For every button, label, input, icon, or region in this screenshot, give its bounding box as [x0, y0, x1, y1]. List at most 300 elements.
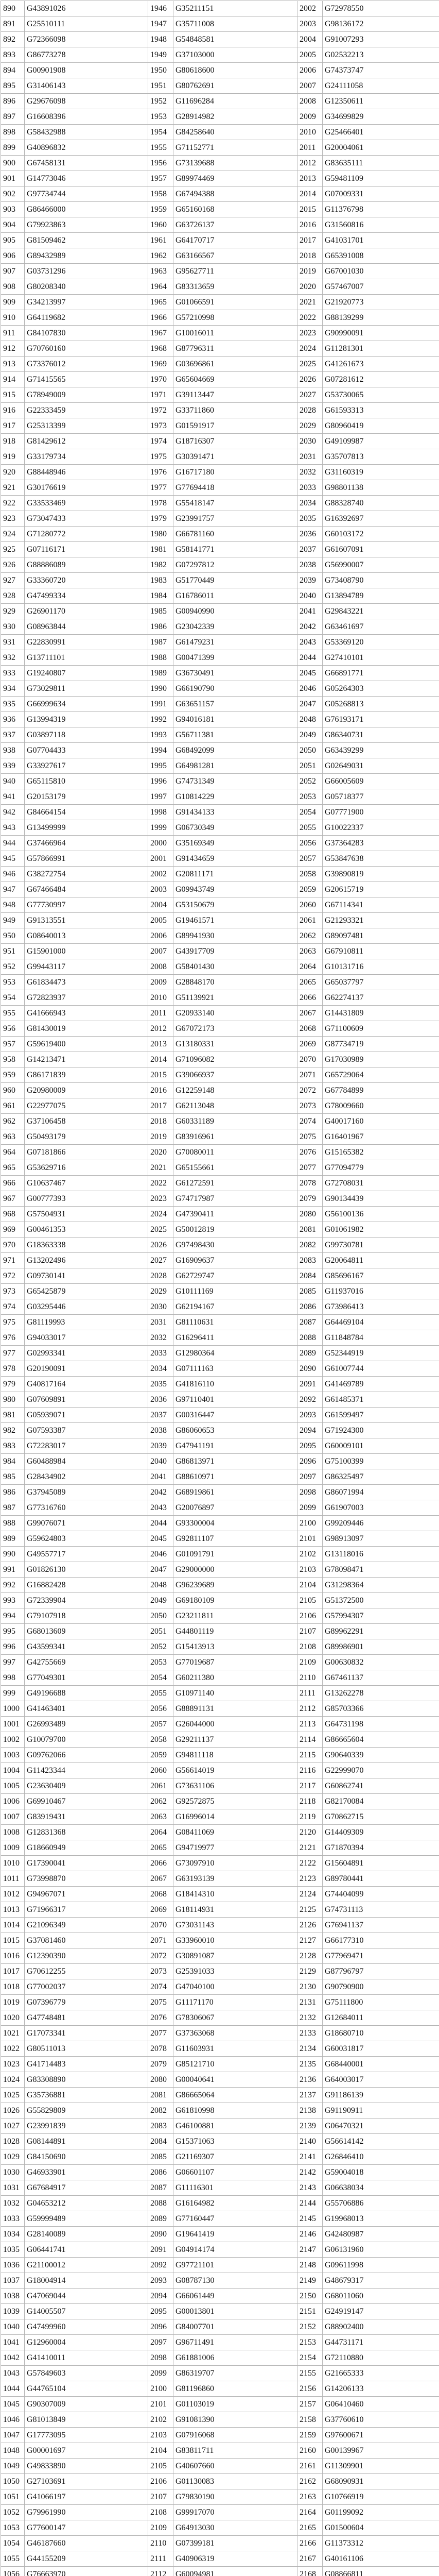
certificate-number-cell: G15413913: [173, 1639, 297, 1655]
serial-number-cell: 1964: [148, 279, 173, 295]
serial-number-cell: 2074: [148, 1979, 173, 1995]
serial-number-cell: 926: [1, 557, 25, 573]
certificate-number-cell: G16882428: [25, 1578, 148, 1593]
certificate-number-cell: G01103019: [173, 2397, 297, 2412]
certificate-number-cell: G17390041: [25, 1856, 148, 1871]
certificate-number-cell: G92572875: [173, 1794, 297, 1809]
certificate-number-cell: G41066197: [25, 2489, 148, 2505]
serial-number-cell: 2115: [297, 1748, 323, 1763]
serial-number-cell: 2018: [148, 1114, 173, 1129]
certificate-number-cell: G31160319: [323, 465, 439, 480]
serial-number-cell: 2068: [297, 1021, 323, 1037]
serial-number-cell: 2090: [148, 2227, 173, 2242]
serial-number-cell: 2007: [148, 944, 173, 959]
serial-number-cell: 965: [1, 1160, 25, 1176]
certificate-number-cell: G50012819: [173, 1222, 297, 1238]
serial-number-cell: 2080: [148, 2072, 173, 2088]
serial-number-cell: 1053: [1, 2520, 25, 2536]
serial-number-cell: 1036: [1, 2258, 25, 2273]
serial-number-cell: 1949: [148, 47, 173, 63]
serial-number-cell: 914: [1, 372, 25, 387]
serial-number-cell: 2022: [148, 1176, 173, 1191]
table-row: [1, 882, 439, 897]
certificate-number-cell: G77730997: [25, 897, 148, 913]
table-row: [1, 2536, 439, 2551]
table-row: [1, 326, 439, 341]
certificate-number-cell: G33179734: [25, 449, 148, 465]
serial-number-cell: 987: [1, 1500, 25, 1516]
certificate-number-cell: G84007701: [173, 2319, 297, 2335]
table-row: [1, 2350, 439, 2366]
serial-number-cell: 2122: [297, 1856, 323, 1871]
serial-number-cell: 2066: [297, 990, 323, 1006]
certificate-number-cell: G86466000: [25, 202, 148, 217]
certificate-number-cell: G08866811: [323, 2567, 439, 2576]
certificate-number-cell: G65425879: [25, 1284, 148, 1299]
serial-number-cell: 1951: [148, 78, 173, 94]
certificate-number-cell: G40607660: [173, 2459, 297, 2474]
certificate-number-cell: G71096082: [173, 1052, 297, 1067]
certificate-number-cell: G37364283: [323, 836, 439, 851]
certificate-number-cell: G38272754: [25, 867, 148, 882]
certificate-number-cell: G23991757: [173, 511, 297, 527]
serial-number-cell: 890: [1, 1, 25, 16]
serial-number-cell: 964: [1, 1145, 25, 1160]
serial-number-cell: 2077: [297, 1160, 323, 1176]
certificate-number-cell: G18363338: [25, 1238, 148, 1253]
serial-number-cell: 1010: [1, 1856, 25, 1871]
certificate-number-cell: G01066591: [173, 295, 297, 310]
table-row: [1, 975, 439, 990]
table-row: [1, 1516, 439, 1531]
serial-number-cell: 2054: [148, 1670, 173, 1686]
certificate-number-cell: G71870394: [323, 1840, 439, 1856]
certificate-number-cell: G47499334: [25, 588, 148, 604]
serial-number-cell: 967: [1, 1191, 25, 1207]
certificate-number-cell: G60488984: [25, 1454, 148, 1469]
certificate-number-cell: G41714483: [25, 2057, 148, 2072]
certificate-number-cell: G40817164: [25, 1377, 148, 1392]
table-row: [1, 1392, 439, 1408]
serial-number-cell: 2058: [148, 1732, 173, 1748]
serial-number-cell: 2069: [297, 1037, 323, 1052]
serial-number-cell: 896: [1, 94, 25, 109]
serial-number-cell: 2067: [297, 1006, 323, 1021]
serial-number-cell: 2153: [297, 2335, 323, 2350]
certificate-number-cell: G57210998: [173, 310, 297, 326]
serial-number-cell: 2166: [297, 2536, 323, 2551]
certificate-number-cell: G58141771: [173, 542, 297, 557]
certificate-number-cell: G33927617: [25, 758, 148, 774]
table-row: [1, 897, 439, 913]
certificate-number-cell: G64170717: [173, 233, 297, 248]
serial-number-cell: 2087: [148, 2180, 173, 2196]
serial-number-cell: 1953: [148, 109, 173, 125]
certificate-number-cell: G27410101: [323, 650, 439, 666]
certificate-number-cell: G67114341: [323, 897, 439, 913]
serial-number-cell: 1950: [148, 63, 173, 78]
certificate-number-cell: G90790900: [323, 1979, 439, 1995]
serial-number-cell: 2044: [297, 650, 323, 666]
serial-number-cell: 2019: [148, 1129, 173, 1145]
serial-number-cell: 2046: [297, 681, 323, 697]
serial-number-cell: 1961: [148, 233, 173, 248]
serial-number-cell: 2008: [297, 94, 323, 109]
certificate-number-cell: G25510111: [25, 16, 148, 32]
serial-number-cell: 1974: [148, 434, 173, 449]
certificate-number-cell: G37106458: [25, 1114, 148, 1129]
serial-number-cell: 2015: [297, 202, 323, 217]
certificate-number-cell: G11281301: [323, 341, 439, 357]
serial-number-cell: 893: [1, 47, 25, 63]
serial-number-cell: 1045: [1, 2397, 25, 2412]
serial-number-cell: 928: [1, 588, 25, 604]
table-row: [1, 387, 439, 403]
serial-number-cell: 2010: [148, 990, 173, 1006]
serial-number-cell: 2093: [148, 2273, 173, 2289]
serial-number-cell: 1958: [148, 187, 173, 202]
serial-number-cell: 2005: [297, 47, 323, 63]
serial-number-cell: 2059: [297, 882, 323, 897]
certificate-number-cell: G64913030: [173, 2520, 297, 2536]
certificate-number-cell: G06410460: [323, 2397, 439, 2412]
serial-number-cell: 951: [1, 944, 25, 959]
certificate-number-cell: G64119682: [25, 310, 148, 326]
certificate-number-cell: G66061449: [173, 2289, 297, 2304]
certificate-number-cell: G21096349: [25, 1918, 148, 1933]
certificate-number-cell: G96711491: [173, 2335, 297, 2350]
certificate-number-cell: G60031817: [323, 2041, 439, 2057]
serial-number-cell: 2058: [297, 867, 323, 882]
certificate-number-cell: G94016181: [173, 712, 297, 727]
certificate-number-cell: G14005507: [25, 2304, 148, 2319]
serial-number-cell: 1995: [148, 758, 173, 774]
certificate-number-cell: G89780441: [323, 1871, 439, 1887]
certificate-number-cell: G87796311: [173, 341, 297, 357]
serial-number-cell: 989: [1, 1531, 25, 1547]
table-row: [1, 913, 439, 928]
certificate-number-cell: G84107830: [25, 326, 148, 341]
serial-number-cell: 2121: [297, 1840, 323, 1856]
certificate-number-cell: G08787130: [173, 2273, 297, 2289]
serial-number-cell: 1963: [148, 264, 173, 279]
certificate-number-cell: G47390411: [173, 1207, 297, 1222]
serial-number-cell: 2003: [148, 882, 173, 897]
certificate-number-cell: G67458131: [25, 156, 148, 171]
certificate-number-cell: G71100609: [323, 1021, 439, 1037]
serial-number-cell: 2029: [297, 418, 323, 434]
certificate-number-cell: G12684011: [323, 2010, 439, 2026]
serial-number-cell: 2084: [297, 1268, 323, 1284]
serial-number-cell: 2085: [297, 1284, 323, 1299]
serial-number-cell: 1999: [148, 820, 173, 836]
certificate-number-cell: G01199092: [323, 2505, 439, 2520]
certificate-number-cell: G31560816: [323, 217, 439, 233]
certificate-number-cell: G63651157: [173, 697, 297, 712]
certificate-number-cell: G11309901: [323, 2459, 439, 2474]
certificate-number-cell: G81196860: [173, 2381, 297, 2397]
certificate-number-cell: G37103000: [173, 47, 297, 63]
serial-number-cell: 2056: [297, 836, 323, 851]
serial-number-cell: 2095: [148, 2304, 173, 2319]
serial-number-cell: 2070: [148, 1918, 173, 1933]
serial-number-cell: 1002: [1, 1732, 25, 1748]
serial-number-cell: 2100: [148, 2381, 173, 2397]
serial-number-cell: 2007: [297, 78, 323, 94]
certificate-number-cell: G91081390: [173, 2412, 297, 2428]
table-row: [1, 233, 439, 248]
serial-number-cell: 2128: [297, 1948, 323, 1964]
serial-number-cell: 2045: [148, 1531, 173, 1547]
certificate-number-cell: G61881006: [173, 2350, 297, 2366]
certificate-number-cell: G35736881: [25, 2088, 148, 2103]
certificate-number-cell: G85703366: [323, 1701, 439, 1717]
serial-number-cell: 2062: [297, 928, 323, 944]
serial-number-cell: 2113: [297, 1717, 323, 1732]
serial-number-cell: 2009: [297, 109, 323, 125]
certificate-number-cell: G73986413: [323, 1299, 439, 1315]
table-row: [1, 341, 439, 357]
certificate-number-cell: G43599341: [25, 1639, 148, 1655]
certificate-number-cell: G99076071: [25, 1516, 148, 1531]
serial-number-cell: 2020: [297, 279, 323, 295]
serial-number-cell: 1033: [1, 2211, 25, 2227]
certificate-number-cell: G78306067: [173, 2010, 297, 2026]
serial-number-cell: 2082: [297, 1238, 323, 1253]
certificate-number-cell: G14206133: [323, 2381, 439, 2397]
table-row: [1, 557, 439, 573]
serial-number-cell: 1015: [1, 1933, 25, 1948]
serial-number-cell: 1013: [1, 1902, 25, 1918]
certificate-number-cell: G05939071: [25, 1408, 148, 1423]
serial-number-cell: 972: [1, 1268, 25, 1284]
serial-number-cell: 901: [1, 171, 25, 187]
certificate-number-cell: G11116301: [173, 2180, 297, 2196]
serial-number-cell: 2064: [297, 959, 323, 975]
serial-number-cell: 900: [1, 156, 25, 171]
table-row: [1, 47, 439, 63]
table-row: [1, 1469, 439, 1485]
table-row: [1, 1624, 439, 1639]
table-row: [1, 697, 439, 712]
certificate-number-cell: G29843221: [323, 604, 439, 619]
certificate-number-cell: G77019687: [173, 1655, 297, 1670]
certificate-number-cell: G26846410: [323, 2149, 439, 2165]
table-row: [1, 1191, 439, 1207]
table-row: [1, 1438, 439, 1454]
certificate-number-cell: G68090931: [323, 2474, 439, 2489]
serial-number-cell: 2047: [148, 1562, 173, 1578]
serial-number-cell: 1052: [1, 2505, 25, 2520]
certificate-number-cell: G00777393: [25, 1191, 148, 1207]
table-row: [1, 109, 439, 125]
certificate-number-cell: G75100399: [323, 1454, 439, 1469]
certificate-number-cell: G16401967: [323, 1129, 439, 1145]
serial-number-cell: 898: [1, 125, 25, 140]
certificate-number-cell: G99209446: [323, 1516, 439, 1531]
table-row: [1, 1778, 439, 1794]
serial-number-cell: 971: [1, 1253, 25, 1268]
serial-number-cell: 2072: [148, 1948, 173, 1964]
certificate-number-cell: G66891771: [323, 666, 439, 681]
serial-number-cell: 907: [1, 264, 25, 279]
serial-number-cell: 1988: [148, 650, 173, 666]
serial-number-cell: 2107: [297, 1624, 323, 1639]
certificate-number-cell: G28140089: [25, 2227, 148, 2242]
serial-number-cell: 895: [1, 78, 25, 94]
serial-number-cell: 2112: [148, 2567, 173, 2576]
certificate-number-cell: G06131960: [323, 2242, 439, 2258]
table-row: [1, 2443, 439, 2459]
serial-number-cell: 979: [1, 1377, 25, 1392]
serial-number-cell: 2006: [148, 928, 173, 944]
serial-number-cell: 1034: [1, 2227, 25, 2242]
certificate-number-cell: G86071994: [323, 1485, 439, 1500]
serial-number-cell: 2048: [297, 712, 323, 727]
serial-number-cell: 1044: [1, 2381, 25, 2397]
serial-number-cell: 1996: [148, 774, 173, 789]
certificate-number-cell: G21169307: [173, 2149, 297, 2165]
certificate-number-cell: G72110880: [323, 2350, 439, 2366]
certificate-number-cell: G13262278: [323, 1686, 439, 1701]
certificate-number-cell: G70612255: [25, 1964, 148, 1979]
certificate-number-cell: G21293321: [323, 913, 439, 928]
table-row: [1, 1608, 439, 1624]
serial-number-cell: 2097: [297, 1469, 323, 1485]
certificate-number-cell: G71280772: [25, 527, 148, 542]
serial-number-cell: 899: [1, 140, 25, 156]
certificate-number-cell: G16909637: [173, 1253, 297, 1268]
certificate-number-cell: G14773046: [25, 171, 148, 187]
serial-number-cell: 2064: [148, 1825, 173, 1840]
certificate-number-cell: G77160447: [173, 2211, 297, 2227]
certificate-number-cell: G97721101: [173, 2258, 297, 2273]
certificate-number-cell: G88886089: [25, 557, 148, 573]
serial-number-cell: 2023: [297, 326, 323, 341]
certificate-number-cell: G52344919: [323, 1346, 439, 1361]
serial-number-cell: 913: [1, 357, 25, 372]
serial-number-cell: 2032: [148, 1330, 173, 1346]
serial-number-cell: 957: [1, 1037, 25, 1052]
certificate-number-cell: G44801119: [173, 1624, 297, 1639]
serial-number-cell: 2134: [297, 2041, 323, 2057]
certificate-number-cell: G73139688: [173, 156, 297, 171]
serial-number-cell: 2091: [148, 2242, 173, 2258]
serial-number-cell: 2104: [148, 2443, 173, 2459]
table-row: [1, 2289, 439, 2304]
serial-number-cell: 2002: [297, 1, 323, 16]
serial-number-cell: 1978: [148, 496, 173, 511]
serial-number-cell: 918: [1, 434, 25, 449]
serial-number-cell: 2059: [148, 1748, 173, 1763]
serial-number-cell: 2047: [297, 697, 323, 712]
serial-number-cell: 2014: [297, 187, 323, 202]
serial-number-cell: 1048: [1, 2443, 25, 2459]
table-row: [1, 959, 439, 975]
certificate-number-cell: G85696167: [323, 1268, 439, 1284]
table-row: [1, 465, 439, 480]
table-row: [1, 1856, 439, 1871]
serial-number-cell: 2041: [297, 604, 323, 619]
certificate-number-cell: G70862715: [323, 1809, 439, 1825]
serial-number-cell: 2017: [297, 233, 323, 248]
serial-number-cell: 2107: [148, 2489, 173, 2505]
serial-number-cell: 1022: [1, 2041, 25, 2057]
certificate-number-cell: G73631106: [173, 1778, 297, 1794]
serial-number-cell: 2079: [148, 2057, 173, 2072]
serial-number-cell: 2092: [148, 2258, 173, 2273]
serial-number-cell: 911: [1, 326, 25, 341]
certificate-number-cell: G81110631: [173, 1315, 297, 1330]
table-row: [1, 2072, 439, 2088]
serial-number-cell: 2131: [297, 1995, 323, 2010]
serial-number-cell: 2035: [148, 1377, 173, 1392]
table-row: [1, 2304, 439, 2319]
certificate-number-cell: G63726137: [173, 217, 297, 233]
serial-number-cell: 2015: [148, 1067, 173, 1083]
serial-number-cell: 2165: [297, 2520, 323, 2536]
serial-number-cell: 2016: [148, 1083, 173, 1098]
table-row: [1, 357, 439, 372]
serial-number-cell: 2010: [297, 125, 323, 140]
table-row: [1, 2474, 439, 2489]
certificate-number-cell: G20190091: [25, 1361, 148, 1377]
serial-number-cell: 1051: [1, 2489, 25, 2505]
serial-number-cell: 2075: [297, 1129, 323, 1145]
certificate-number-cell: G12259148: [173, 1083, 297, 1098]
certificate-number-cell: G22999070: [323, 1763, 439, 1778]
certificate-number-cell: G03295446: [25, 1299, 148, 1315]
certificate-number-cell: G41469789: [323, 1377, 439, 1392]
certificate-number-cell: G58432988: [25, 125, 148, 140]
serial-number-cell: 1056: [1, 2567, 25, 2576]
certificate-number-cell: G56711381: [173, 727, 297, 743]
serial-number-cell: 1000: [1, 1701, 25, 1717]
serial-number-cell: 2088: [297, 1330, 323, 1346]
certificate-number-cell: G30391471: [173, 449, 297, 465]
serial-number-cell: 922: [1, 496, 25, 511]
certificate-number-cell: G59999489: [25, 2211, 148, 2227]
certificate-number-cell: G02649031: [323, 758, 439, 774]
serial-number-cell: 1955: [148, 140, 173, 156]
table-row: [1, 805, 439, 820]
certificate-number-cell: G64731198: [323, 1717, 439, 1732]
certificate-number-cell: G23211811: [173, 1608, 297, 1624]
serial-number-cell: 2018: [297, 248, 323, 264]
serial-number-cell: 2126: [297, 1918, 323, 1933]
table-row: [1, 1918, 439, 1933]
certificate-number-cell: G65729064: [323, 1067, 439, 1083]
table-row: [1, 1670, 439, 1686]
certificate-number-cell: G82170084: [323, 1794, 439, 1809]
serial-number-cell: 2011: [297, 140, 323, 156]
certificate-number-cell: G80618600: [173, 63, 297, 78]
serial-number-cell: 963: [1, 1129, 25, 1145]
serial-number-cell: 998: [1, 1670, 25, 1686]
table-row: [1, 63, 439, 78]
certificate-number-cell: G13994319: [25, 712, 148, 727]
table-row: [1, 1037, 439, 1052]
certificate-number-cell: G70760160: [25, 341, 148, 357]
serial-number-cell: 2075: [148, 1995, 173, 2010]
certificate-number-cell: G47941191: [173, 1438, 297, 1454]
certificate-number-cell: G89986901: [323, 1639, 439, 1655]
table-row: [1, 836, 439, 851]
table-row: [1, 2505, 439, 2520]
certificate-number-cell: G90990091: [323, 326, 439, 341]
serial-number-cell: 2061: [148, 1778, 173, 1794]
certificate-number-cell: G02532213: [323, 47, 439, 63]
